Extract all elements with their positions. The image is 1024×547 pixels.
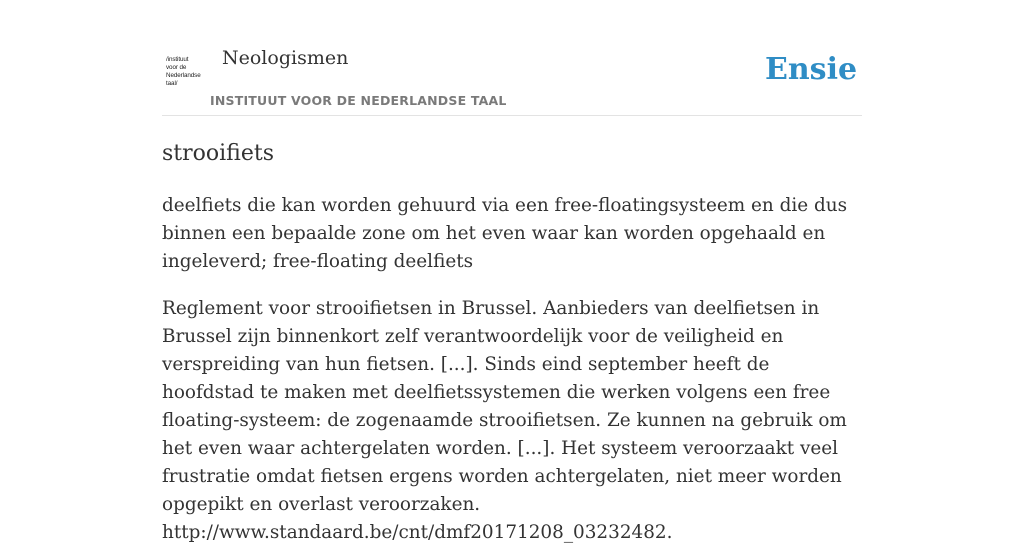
logo-line: taal/	[166, 80, 178, 87]
logo-line: /instituut	[166, 56, 189, 63]
entry-definition: deelfiets die kan worden gehuurd via een free-floatingsysteem en die dus binnen een bepaalde zone om het even waar kan worden opgehaald en ingeleverd; free-floating deelfiets	[162, 195, 848, 272]
logo-line: Nederlandse	[166, 72, 201, 79]
organization-name: INSTITUUT VOOR DE NEDERLANDSE TAAL	[210, 93, 507, 108]
ensie-brand-link[interactable]: Ensie	[765, 52, 858, 87]
quote-text: Reglement voor strooifietsen in Brussel. Aanbieders van deelfietsen in Brussel zijn binnenkort zelf verantwoordelijk voor de veiligheid en verspreiding van hun fietsen. [...]. Sinds eind september heeft de hoofdstad te maken met deelfietssystemen die werken volgens een free floating-systeem: de zogenaamde strooifietsen. Ze kunnen na gebruik om het even waar achtergelaten worden. [...]. Het systeem veroorzaakt veel frustratie omdat fietsen ergens worden achtergelaten, niet meer worden opgepikt en overlast veroorzaken.	[162, 298, 847, 515]
logo-line: voor de	[166, 64, 187, 71]
site-title: Neologismen	[222, 47, 349, 69]
entry-term: strooifiets	[162, 141, 274, 166]
quote-source-link[interactable]: http://www.standaard.be/cnt/dmf20171208_03232482.	[162, 522, 673, 543]
entry-quote	[162, 295, 866, 547]
header-divider	[162, 115, 862, 116]
ivdnt-logo	[166, 56, 208, 90]
